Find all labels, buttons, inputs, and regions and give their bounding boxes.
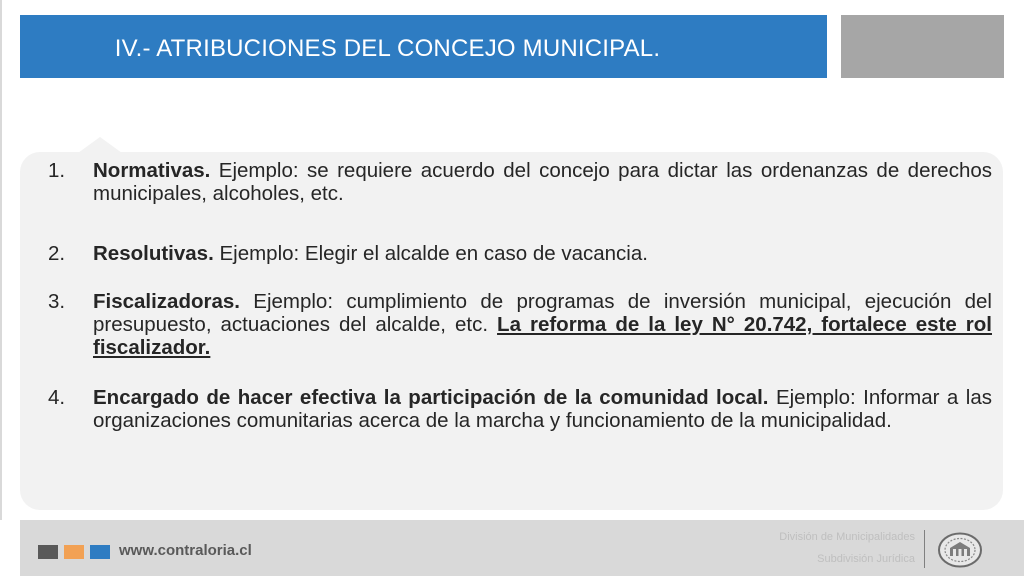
footer-square-blue — [90, 545, 110, 559]
item-number: 1. — [48, 159, 66, 182]
item-lead: Fiscalizadoras. — [93, 290, 240, 313]
item-text: Ejemplo: se requiere acuerdo del concejo para dictar las ordenanzas de derechos municipales, alcoholes, etc. — [93, 159, 992, 205]
item-lead: Encargado de hacer efectiva la participación de la comunidad local. — [93, 386, 769, 409]
item-number: 2. — [48, 242, 66, 265]
contraloria-seal-icon — [937, 532, 983, 568]
list-item — [48, 242, 992, 265]
item-number: 3. — [48, 290, 66, 313]
item-lead: Normativas. — [93, 159, 211, 182]
list-item — [48, 290, 992, 359]
left-border — [0, 0, 2, 520]
footer-bar — [20, 520, 1024, 576]
subdivision-label: Subdivisión Jurídica — [817, 553, 915, 565]
item-text: Ejemplo: cumplimiento de programas de inversión municipal, ejecución del presupuesto, actuaciones del alcalde, etc. — [93, 290, 992, 336]
item-text: Ejemplo: Elegir el alcalde en caso de vacancia. — [213, 242, 648, 265]
title-bar — [20, 15, 827, 78]
content-notch — [78, 137, 122, 153]
footer-divider — [924, 530, 925, 568]
slide-title: IV.- ATRIBUCIONES DEL CONCEJO MUNICIPAL. — [114, 34, 661, 62]
item-emphasis: La reforma de la ley N° 20.742, fortalece este rol fiscalizador. — [93, 313, 992, 359]
footer-square-orange — [64, 545, 84, 559]
list-item — [48, 386, 992, 432]
list-item — [48, 159, 992, 205]
item-number: 4. — [48, 386, 66, 409]
footer-square-dark — [38, 545, 58, 559]
website-link[interactable]: www.contraloria.cl — [119, 542, 252, 559]
item-text: Ejemplo: Informar a las organizaciones comunitarias acerca de la marcha y funcionamiento de la municipalidad. — [93, 386, 992, 432]
header-gray-block — [841, 15, 1004, 78]
attributions-list — [48, 159, 992, 432]
item-lead: Resolutivas. — [93, 242, 214, 265]
division-label: División de Municipalidades — [779, 531, 915, 543]
